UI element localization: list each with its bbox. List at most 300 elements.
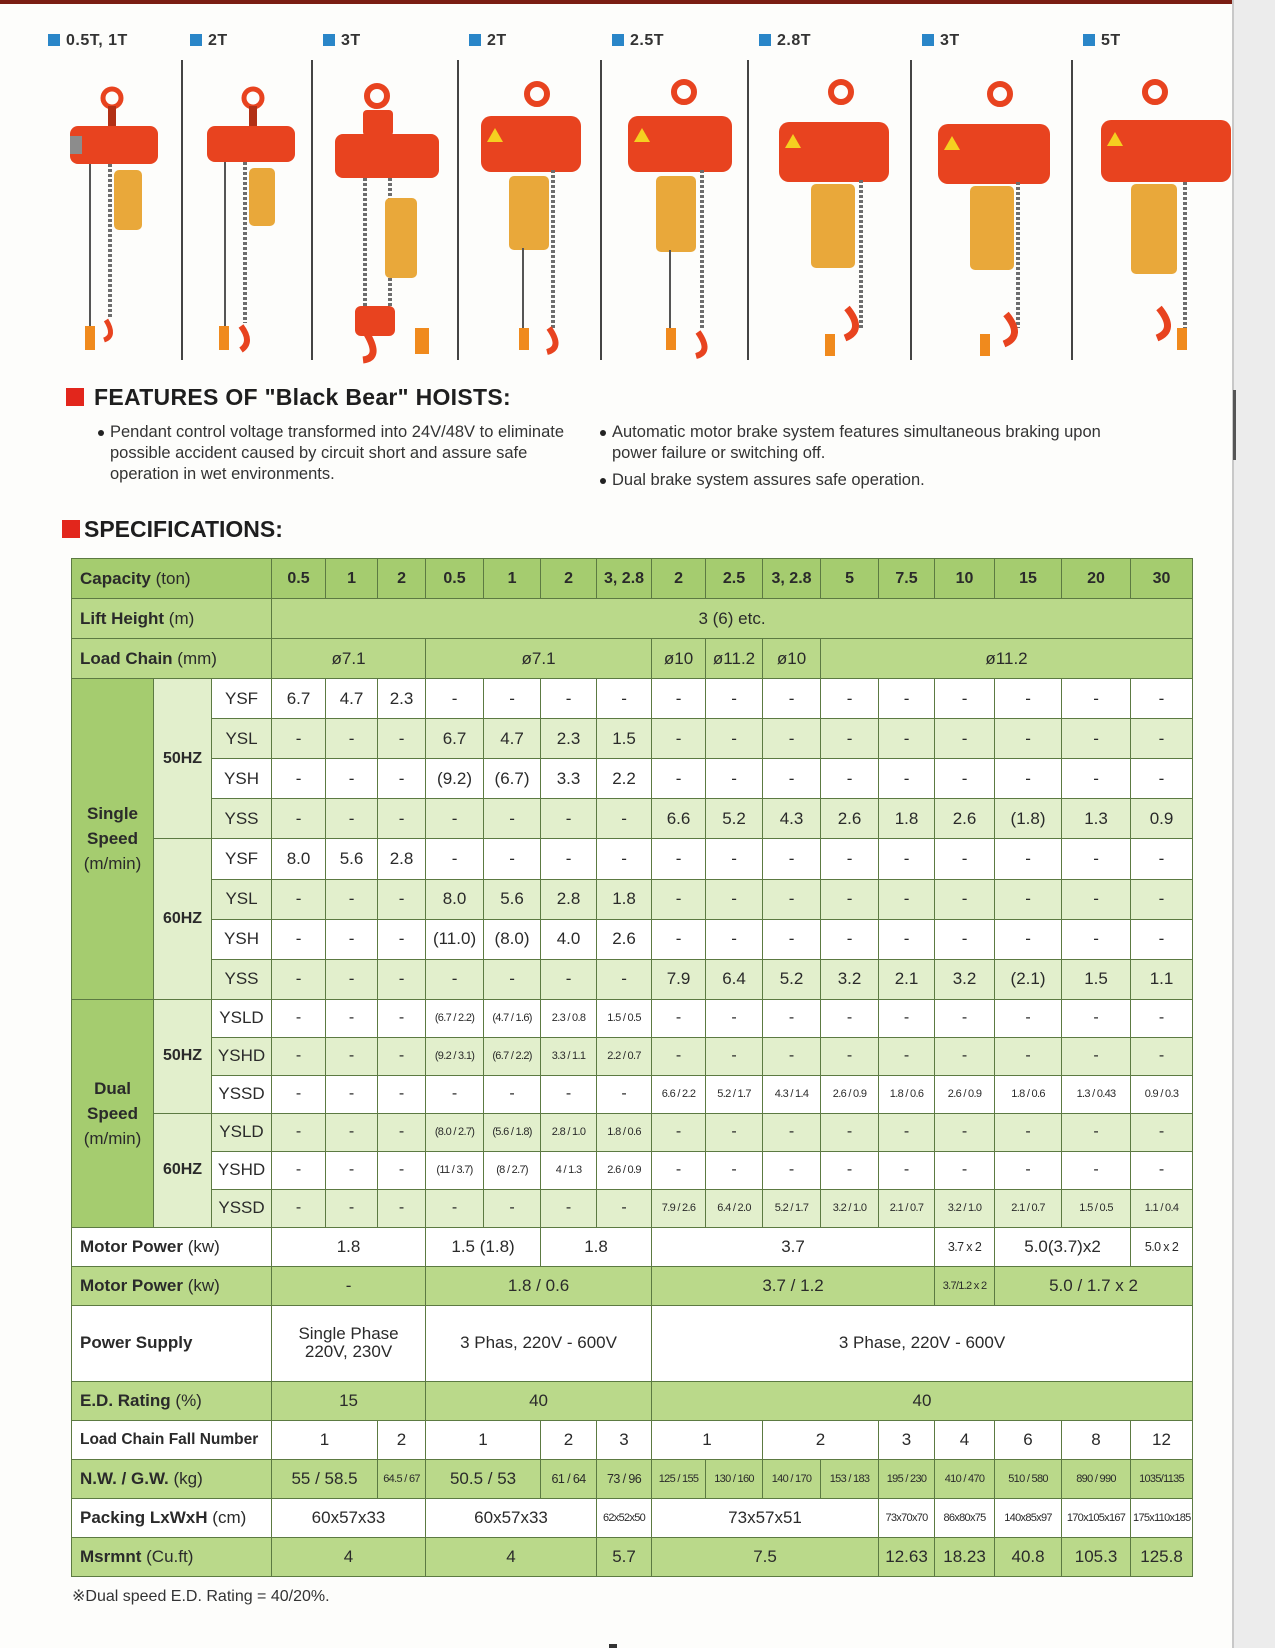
value-cell: 1.8 [879,799,935,839]
value-cell: - [272,1075,326,1113]
capacity-cell: 2 [652,559,706,599]
value-cell: - [426,1189,484,1227]
capacity-cell: 1 [326,559,378,599]
value-cell: - [879,999,935,1037]
value-cell: - [652,1113,706,1151]
value-cell: 6.4 [706,959,763,999]
value-cell: 4.7 [326,679,378,719]
hoist-photo [1075,28,1232,378]
value-cell: - [326,1113,378,1151]
value-cell: 3.3 / 1.1 [541,1037,597,1075]
capacity-cell: 0.5 [426,559,484,599]
capacity-cell: 5 [821,559,879,599]
chain-fall-cell: 2 [763,1420,879,1459]
value-cell: - [706,1151,763,1189]
chain-fall-cell: 12 [1131,1420,1193,1459]
hoist-image [40,58,180,368]
value-cell: - [879,1037,935,1075]
value-cell: (6.7) [484,759,541,799]
power-supply-row [72,1305,1193,1381]
weight-cell: 153 / 183 [821,1459,879,1498]
top-border [0,0,1275,4]
footnote: ※Dual speed E.D. Rating = 40/20%. [72,1588,330,1605]
value-cell: - [1062,1113,1131,1151]
value-cell: - [821,999,879,1037]
value-cell: - [652,919,706,959]
value-cell: - [821,1113,879,1151]
value-cell: - [1062,1151,1131,1189]
weight-cell: 195 / 230 [879,1459,935,1498]
ed-rating-cell: 40 [652,1381,1193,1420]
packing-row [72,1498,1193,1537]
specifications-heading: SPECIFICATIONS: [62,516,283,543]
model-cell: YSH [212,919,272,959]
value-cell: - [1062,1037,1131,1075]
dual-speed-row [72,1151,1193,1189]
weight-row [72,1459,1193,1498]
chain-fall-cell: 6 [995,1420,1062,1459]
value-cell: 5.2 / 1.7 [706,1075,763,1113]
value-cell: - [426,839,484,879]
weight-cell: 61 / 64 [541,1459,597,1498]
value-cell: - [1131,679,1193,719]
photo-divider [747,60,749,360]
value-cell: - [652,759,706,799]
value-cell: - [706,719,763,759]
value-cell: 2.6 / 0.9 [821,1075,879,1113]
hoist-image [185,58,310,368]
single-speed-label: Single Speed (m/min) [72,679,154,1000]
value-cell: - [326,999,378,1037]
capacity-cell: 2 [378,559,426,599]
value-cell: 2.1 / 0.7 [995,1189,1062,1227]
value-cell: - [1131,919,1193,959]
capacity-row [72,559,1193,599]
capacity-cell: 3, 2.8 [597,559,652,599]
hoist-caption: 3T [922,32,960,50]
value-cell: 1.5 / 0.5 [1062,1189,1131,1227]
value-cell: - [763,879,821,919]
value-cell: 2.1 / 0.7 [879,1189,935,1227]
chain-fall-cell: 3 [879,1420,935,1459]
frequency-50hz: 50HZ [154,999,212,1113]
value-cell: - [935,1151,995,1189]
value-cell: - [1131,999,1193,1037]
single-speed-row [72,759,1193,799]
dual-speed-row [72,1113,1193,1151]
value-cell: 1.1 [1131,959,1193,999]
capacity-cell: 3, 2.8 [763,559,821,599]
weight-cell: 140 / 170 [763,1459,821,1498]
measurement-cell: 105.3 [1062,1537,1131,1576]
value-cell: - [272,919,326,959]
value-cell: (2.1) [995,959,1062,999]
value-cell: 6.7 [426,719,484,759]
value-cell: - [1062,839,1131,879]
value-cell: - [272,999,326,1037]
motor-power-cell: 3.7 [652,1227,935,1266]
value-cell: 2.6 / 0.9 [597,1151,652,1189]
value-cell: 4.3 / 1.4 [763,1075,821,1113]
lift-height-value: 3 (6) etc. [272,599,1193,639]
single-speed-row [72,919,1193,959]
value-cell: 2.2 / 0.7 [597,1037,652,1075]
specifications-table-wrap [71,558,1193,1577]
value-cell: - [541,799,597,839]
chain-fall-cell: 2 [541,1420,597,1459]
value-cell: - [378,1037,426,1075]
ed-rating-cell: 40 [426,1381,652,1420]
photo-divider [1071,60,1073,360]
value-cell: - [272,759,326,799]
value-cell: (1.8) [995,799,1062,839]
value-cell: - [652,1037,706,1075]
value-cell: (9.2) [426,759,484,799]
chain-fall-cell: 4 [935,1420,995,1459]
model-cell: YSL [212,719,272,759]
value-cell: - [378,999,426,1037]
single-speed-row [72,799,1193,839]
value-cell: 2.6 / 0.9 [935,1075,995,1113]
value-cell: - [1131,1037,1193,1075]
value-cell: - [706,679,763,719]
packing-cell: 175x110x185 [1131,1498,1193,1537]
value-cell: - [426,679,484,719]
value-cell: - [272,1151,326,1189]
value-cell: - [879,879,935,919]
measurement-cell: 18.23 [935,1537,995,1576]
value-cell: 5.6 [326,839,378,879]
lift-height-row [72,599,1193,639]
motor-power-cell: 1.8 [541,1227,652,1266]
value-cell: (8 / 2.7) [484,1151,541,1189]
value-cell: - [597,799,652,839]
features-heading: FEATURES OF "Black Bear" HOISTS: [66,384,511,411]
value-cell: - [652,879,706,919]
value-cell: 6.6 / 2.2 [652,1075,706,1113]
page-edge-mark [1233,390,1236,460]
value-cell: - [484,679,541,719]
value-cell: - [935,1037,995,1075]
hoist-photo [315,28,455,378]
capacity-cell: 15 [995,559,1062,599]
value-cell: - [326,799,378,839]
value-cell: (11 / 3.7) [426,1151,484,1189]
packing-cell: 73x57x51 [652,1498,879,1537]
value-cell: - [1062,999,1131,1037]
dual-speed-row [72,1075,1193,1113]
single-speed-row [72,879,1193,919]
features-right-list [598,422,1118,497]
value-cell: 2.6 [821,799,879,839]
value-cell: - [879,759,935,799]
photo-divider [910,60,912,360]
power-supply-cell: Single Phase 220V, 230V [272,1305,426,1381]
value-cell: 2.6 [935,799,995,839]
value-cell: - [652,1151,706,1189]
value-cell: - [378,1189,426,1227]
model-cell: YSS [212,959,272,999]
weight-cell: 130 / 160 [706,1459,763,1498]
dual-speed-label: Dual Speed (m/min) [72,999,154,1227]
row-label: Motor Power (kw) [72,1227,272,1266]
value-cell: 1.3 [1062,799,1131,839]
motor-power-cell: 5.0 x 2 [1131,1227,1193,1266]
packing-cell: 60x57x33 [426,1498,597,1537]
ed-rating-cell: 15 [272,1381,426,1420]
load-chain-cell: ø7.1 [272,639,426,679]
value-cell: - [326,959,378,999]
hoist-caption: 2T [469,32,507,50]
measurement-row [72,1537,1193,1576]
model-cell: YSSD [212,1189,272,1227]
row-label: Packing LxWxH (cm) [72,1498,272,1537]
value-cell: - [652,679,706,719]
feature-item: Pendant control voltage transformed into 24V/48V to eliminate possible accident caused by circuit short and assure safe operation in wet environments. [96,422,576,485]
chain-fall-cell: 8 [1062,1420,1131,1459]
value-cell: - [763,1037,821,1075]
red-square-icon [66,388,84,406]
feature-item: Automatic motor brake system features simultaneous braking upon power failure or switching off. [598,422,1118,464]
motor-power-cell: 3.7 / 1.2 [652,1266,935,1305]
value-cell: - [378,879,426,919]
dual-speed-row [72,1189,1193,1227]
value-cell: - [597,839,652,879]
weight-cell: 64.5 / 67 [378,1459,426,1498]
dual-speed-row [72,1037,1193,1075]
value-cell: - [1131,839,1193,879]
value-cell: - [1062,719,1131,759]
value-cell: - [995,879,1062,919]
load-chain-row [72,639,1193,679]
capacity-cell: 2 [541,559,597,599]
model-cell: YSSD [212,1075,272,1113]
model-cell: YSL [212,879,272,919]
value-cell: - [995,679,1062,719]
frequency-60hz: 60HZ [154,839,212,999]
row-label: E.D. Rating (%) [72,1381,272,1420]
value-cell: - [272,1037,326,1075]
value-cell: 8.0 [272,839,326,879]
value-cell: - [326,919,378,959]
hoist-caption: 2.8T [759,32,811,50]
value-cell: - [706,919,763,959]
value-cell: - [706,839,763,879]
chain-fall-cell: 2 [378,1420,426,1459]
packing-cell: 62x52x50 [597,1498,652,1537]
power-supply-cell: 3 Phas, 220V - 600V [426,1305,652,1381]
value-cell: - [484,1189,541,1227]
value-cell: 1.8 / 0.6 [995,1075,1062,1113]
motor-power-row [72,1266,1193,1305]
value-cell: - [935,839,995,879]
motor-power-cell: 3.7 x 2 [935,1227,995,1266]
measurement-cell: 125.8 [1131,1537,1193,1576]
value-cell: - [326,759,378,799]
value-cell: - [935,719,995,759]
load-chain-cell: ø10 [652,639,706,679]
measurement-cell: 12.63 [879,1537,935,1576]
value-cell: - [378,719,426,759]
motor-power-cell: 5.0 / 1.7 x 2 [995,1266,1193,1305]
value-cell: 3.2 / 1.0 [935,1189,995,1227]
value-cell: - [763,919,821,959]
value-cell: - [706,999,763,1037]
row-label: Msrmnt (Cu.ft) [72,1537,272,1576]
value-cell: (4.7 / 1.6) [484,999,541,1037]
chain-fall-cell: 1 [272,1420,378,1459]
value-cell: (8.0 / 2.7) [426,1113,484,1151]
load-chain-cell: ø10 [763,639,821,679]
value-cell: (5.6 / 1.8) [484,1113,541,1151]
value-cell: - [821,919,879,959]
value-cell: - [1062,679,1131,719]
value-cell: - [995,999,1062,1037]
model-cell: YSF [212,679,272,719]
value-cell: 1.5 / 0.5 [597,999,652,1037]
value-cell: 1.1 / 0.4 [1131,1189,1193,1227]
photo-divider [311,60,313,360]
value-cell: 0.9 [1131,799,1193,839]
weight-cell: 50.5 / 53 [426,1459,541,1498]
hoist-caption: 3T [323,32,361,50]
value-cell: (8.0) [484,919,541,959]
hoist-image [604,58,746,368]
value-cell: - [652,719,706,759]
value-cell: - [378,1151,426,1189]
load-chain-cell: ø11.2 [821,639,1193,679]
value-cell: - [879,919,935,959]
value-cell: 2.2 [597,759,652,799]
model-cell: YSLD [212,999,272,1037]
value-cell: 5.6 [484,879,541,919]
value-cell: - [378,1113,426,1151]
motor-power-cell: 1.8 [272,1227,426,1266]
value-cell: - [935,759,995,799]
value-cell: - [995,719,1062,759]
frequency-60hz: 60HZ [154,1113,212,1227]
value-cell: 6.7 [272,679,326,719]
motor-power-cell: - [272,1266,426,1305]
value-cell: - [763,759,821,799]
value-cell: - [1062,919,1131,959]
hoist-image [461,58,599,368]
value-cell: 7.9 / 2.6 [652,1189,706,1227]
value-cell: 4.3 [763,799,821,839]
value-cell: (11.0) [426,919,484,959]
value-cell: - [935,679,995,719]
hoist-image [315,58,455,368]
capacity-cell: 20 [1062,559,1131,599]
hoist-caption: 2.5T [612,32,664,50]
value-cell: - [1131,1151,1193,1189]
value-cell: 5.2 [763,959,821,999]
hoist-image [751,58,909,368]
value-cell: - [995,1113,1062,1151]
value-cell: - [484,1075,541,1113]
load-chain-cell: ø11.2 [706,639,763,679]
value-cell: - [597,1075,652,1113]
chain-fall-cell: 1 [426,1420,541,1459]
model-cell: YSHD [212,1151,272,1189]
value-cell: - [763,839,821,879]
measurement-cell: 5.7 [597,1537,652,1576]
value-cell: 7.9 [652,959,706,999]
row-label: Load Chain Fall Number [72,1420,272,1459]
value-cell: - [821,1037,879,1075]
value-cell: - [763,1113,821,1151]
model-cell: YSLD [212,1113,272,1151]
value-cell: 2.8 [541,879,597,919]
value-cell: - [995,1037,1062,1075]
value-cell: 3.2 / 1.0 [821,1189,879,1227]
value-cell: - [821,839,879,879]
value-cell: 3.2 [821,959,879,999]
weight-cell: 1035/1135 [1131,1459,1193,1498]
capacity-cell: 10 [935,559,995,599]
motor-power-cell: 1.8 / 0.6 [426,1266,652,1305]
hoist-caption: 5T [1083,32,1121,50]
motor-power-cell: 5.0(3.7)x2 [995,1227,1131,1266]
load-chain-cell: ø7.1 [426,639,652,679]
weight-cell: 73 / 96 [597,1459,652,1498]
value-cell: 2.3 [541,719,597,759]
value-cell: 4 / 1.3 [541,1151,597,1189]
value-cell: - [995,1151,1062,1189]
value-cell: 5.2 [706,799,763,839]
hoist-photo [185,28,310,378]
motor-power-row [72,1227,1193,1266]
page-edge [1232,0,1275,1648]
value-cell: - [763,999,821,1037]
motor-power-cell: 1.5 (1.8) [426,1227,541,1266]
value-cell: - [706,759,763,799]
hoist-photo [604,28,746,378]
value-cell: - [426,1075,484,1113]
specifications-table [71,558,1193,1577]
value-cell: - [326,1189,378,1227]
value-cell: - [935,999,995,1037]
value-cell: - [821,719,879,759]
measurement-cell: 7.5 [652,1537,879,1576]
measurement-cell: 4 [272,1537,426,1576]
value-cell: - [326,1151,378,1189]
value-cell: - [706,1113,763,1151]
value-cell: - [272,959,326,999]
value-cell: - [652,999,706,1037]
value-cell: - [541,839,597,879]
value-cell: - [378,959,426,999]
value-cell: 1.8 / 0.6 [879,1075,935,1113]
value-cell: (9.2 / 3.1) [426,1037,484,1075]
single-speed-row [72,719,1193,759]
value-cell: - [935,919,995,959]
value-cell: 5.2 / 1.7 [763,1189,821,1227]
ed-rating-row [72,1381,1193,1420]
value-cell: 3.2 [935,959,995,999]
value-cell: - [706,879,763,919]
value-cell: - [597,679,652,719]
value-cell: - [326,1075,378,1113]
value-cell: - [763,719,821,759]
value-cell: - [821,679,879,719]
value-cell: 6.4 / 2.0 [706,1189,763,1227]
value-cell: - [378,799,426,839]
value-cell: 1.3 / 0.43 [1062,1075,1131,1113]
value-cell: - [326,879,378,919]
value-cell: - [1131,1113,1193,1151]
value-cell: - [652,839,706,879]
